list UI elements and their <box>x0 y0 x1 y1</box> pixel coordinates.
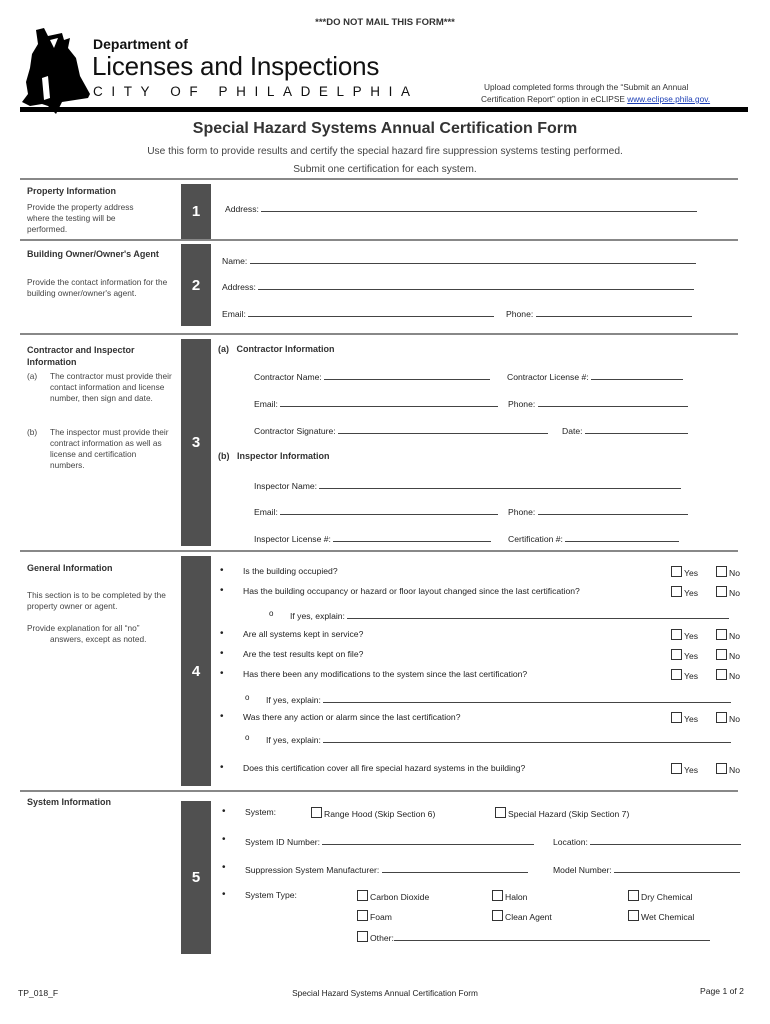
q5-text: Has there been any modifications to the system since the last certification? <box>243 669 528 679</box>
carbon-dioxide-checkbox[interactable] <box>357 890 368 901</box>
carbon-dioxide-label: Carbon Dioxide <box>370 892 430 902</box>
s3-b-marker: (b) <box>27 427 38 437</box>
q2-no-checkbox[interactable] <box>716 586 727 597</box>
no-label: No <box>729 568 740 578</box>
if-yes-label: If yes, explain: <box>266 695 321 705</box>
s1-address-input[interactable] <box>261 202 697 212</box>
divider <box>20 333 738 335</box>
if-yes-label: If yes, explain: <box>266 735 321 745</box>
contractor-name-label: Contractor Name: <box>254 372 322 382</box>
dry-chemical-checkbox[interactable] <box>628 890 639 901</box>
contractor-license-input[interactable] <box>591 370 683 380</box>
location-label: Location: <box>553 837 588 847</box>
range-hood-label: Range Hood (Skip Section 6) <box>324 809 436 819</box>
logo-line2: Licenses and Inspections <box>92 51 380 81</box>
halon-label: Halon <box>505 892 528 902</box>
s3-a-heading-marker: (a) <box>218 344 229 354</box>
upload-note-line2 <box>481 94 710 104</box>
q2-text: Has the building occupancy or hazard or floor layout changed since the last certification? <box>243 586 580 596</box>
q6-text: Was there any action or alarm since the last certification? <box>243 712 461 722</box>
name-label: Name: <box>222 256 248 266</box>
inspector-name-input[interactable] <box>319 479 681 489</box>
phone-label: Phone: <box>508 399 536 409</box>
address-label: Address: <box>225 204 259 214</box>
special-hazard-checkbox[interactable] <box>495 807 506 818</box>
bullet: • <box>220 648 224 659</box>
manufacturer-label: Suppression System Manufacturer: <box>245 865 380 875</box>
inspector-phone-input[interactable] <box>538 505 688 515</box>
q1-no-checkbox[interactable] <box>716 566 727 577</box>
bullet: • <box>220 565 224 576</box>
q4-yes-checkbox[interactable] <box>671 649 682 660</box>
bullet: • <box>220 711 224 722</box>
section3-title: Contractor and Inspector Information <box>27 345 135 367</box>
system-id-label: System ID Number: <box>245 837 320 847</box>
q1-text: Is the building occupied? <box>243 566 338 576</box>
form-code: TP_018_F <box>18 988 59 998</box>
sub-bullet: o <box>245 693 250 702</box>
certification-input[interactable] <box>565 532 679 542</box>
model-input[interactable] <box>614 863 740 873</box>
yes-label: Yes <box>684 651 699 661</box>
q7-yes-checkbox[interactable] <box>671 763 682 774</box>
q3-text: Are all systems kept in service? <box>243 629 364 639</box>
section5-number: 5 <box>181 801 211 954</box>
q3-no-checkbox[interactable] <box>716 629 727 640</box>
yes-label: Yes <box>684 714 699 724</box>
upload-note-text: Certification Report” option in eCLIPSE <box>481 94 628 104</box>
liberty-bell-logo <box>22 28 90 114</box>
foam-checkbox[interactable] <box>357 910 368 921</box>
section1-desc: Provide the property address where the testing will be performed. <box>27 202 134 234</box>
q2-yes-checkbox[interactable] <box>671 586 682 597</box>
s3-a-marker: (a) <box>27 371 38 381</box>
section4-desc2-line2: answers, except as noted. <box>50 634 147 644</box>
yes-label: Yes <box>684 568 699 578</box>
subtitle-1: Use this form to provide results and certify the special hazard fire suppression systems testing performed. <box>147 146 623 157</box>
section4-number: 4 <box>181 556 211 786</box>
manufacturer-input[interactable] <box>382 863 528 873</box>
inspector-license-input[interactable] <box>333 532 491 542</box>
q1-yes-checkbox[interactable] <box>671 566 682 577</box>
contractor-email-input[interactable] <box>280 397 498 407</box>
contractor-date-input[interactable] <box>585 424 688 434</box>
email-label: Email: <box>222 309 246 319</box>
wet-chemical-label: Wet Chemical <box>641 912 695 922</box>
owner-address-input[interactable] <box>258 280 694 290</box>
section1-title: Property Information <box>27 186 117 196</box>
q6-yes-checkbox[interactable] <box>671 712 682 723</box>
if-yes-label: If yes, explain: <box>290 611 345 621</box>
s1-address-field <box>225 202 697 214</box>
yes-label: Yes <box>684 631 699 641</box>
email-label: Email: <box>254 399 278 409</box>
halon-checkbox[interactable] <box>492 890 503 901</box>
s3-a-desc: The contractor must provide their contact information and license number, then sign and date. <box>50 371 172 403</box>
inspector-license-label: Inspector License #: <box>254 534 331 544</box>
section4-desc2-line1: Provide explanation for all “no” <box>27 623 140 633</box>
subtitle-2: Submit one certification for each system. <box>293 164 477 175</box>
owner-phone-input[interactable] <box>536 307 692 317</box>
upload-note-line1: Upload completed forms through the “Submit an Annual <box>484 82 689 92</box>
owner-name-input[interactable] <box>250 254 696 264</box>
inspector-name-label: Inspector Name: <box>254 481 318 491</box>
contractor-signature-input[interactable] <box>338 424 548 434</box>
q5-no-checkbox[interactable] <box>716 669 727 680</box>
system-label: System: <box>245 807 277 817</box>
logo-line1: Department of <box>93 36 188 52</box>
bullet: • <box>222 806 226 817</box>
section3-number: 3 <box>181 339 211 546</box>
eclipse-link[interactable]: www.eclipse.phila.gov. <box>627 94 711 104</box>
q4-text: Are the test results kept on file? <box>243 649 364 659</box>
contractor-name-input[interactable] <box>324 370 490 380</box>
wet-chemical-checkbox[interactable] <box>628 910 639 921</box>
no-label: No <box>729 714 740 724</box>
inspector-heading: Inspector Information <box>237 451 330 461</box>
section4-desc1: This section is to be completed by the property owner or agent. <box>27 590 166 611</box>
system-id-input[interactable] <box>322 835 534 845</box>
signature-label: Contractor Signature: <box>254 426 336 436</box>
no-label: No <box>729 651 740 661</box>
section2-title: Building Owner/Owner's Agent <box>27 249 159 259</box>
phone-label: Phone: <box>508 507 536 517</box>
location-input[interactable] <box>590 835 741 845</box>
divider <box>20 550 738 552</box>
sub-bullet: o <box>245 733 250 742</box>
q3-yes-checkbox[interactable] <box>671 629 682 640</box>
s3-b-heading-marker: (b) <box>218 451 230 461</box>
other-label: Other: <box>370 933 394 943</box>
model-label: Model Number: <box>553 865 612 875</box>
header-rule <box>20 107 748 112</box>
no-label: No <box>729 765 740 775</box>
q6-explain-input[interactable] <box>323 733 731 743</box>
logo-line3: CITY OF PHILADELPHIA <box>93 84 419 99</box>
divider <box>20 178 738 180</box>
range-hood-checkbox[interactable] <box>311 807 322 818</box>
divider <box>20 239 738 241</box>
divider <box>20 790 738 792</box>
q5-yes-checkbox[interactable] <box>671 669 682 680</box>
no-label: No <box>729 588 740 598</box>
section2-desc: Provide the contact information for the building owner/owner's agent. <box>27 277 168 298</box>
do-not-mail-notice: ***DO NOT MAIL THIS FORM*** <box>315 17 455 28</box>
section1-number: 1 <box>181 184 211 239</box>
contractor-license-label: Contractor License #: <box>507 372 589 382</box>
foam-label: Foam <box>370 912 392 922</box>
page-number: Page 1 of 2 <box>700 986 744 996</box>
phone-label: Phone: <box>506 309 534 319</box>
yes-label: Yes <box>684 588 699 598</box>
footer-title: Special Hazard Systems Annual Certification Form <box>292 988 478 998</box>
date-label: Date: <box>562 426 583 436</box>
other-checkbox[interactable] <box>357 931 368 942</box>
email-label: Email: <box>254 507 278 517</box>
section4-title: General Information <box>27 563 113 573</box>
bullet: • <box>220 762 224 773</box>
clean-agent-label: Clean Agent <box>505 912 552 922</box>
section5-title: System Information <box>27 797 112 807</box>
q1-no <box>716 566 740 578</box>
certification-label: Certification #: <box>508 534 563 544</box>
contractor-heading: Contractor Information <box>236 344 335 354</box>
s3-b-desc: The inspector must provide their contract information as well as license and certification numbers. <box>50 427 169 470</box>
dry-chemical-label: Dry Chemical <box>641 892 693 902</box>
owner-email-input[interactable] <box>248 307 494 317</box>
q7-text: Does this certification cover all fire special hazard systems in the building? <box>243 763 526 773</box>
special-hazard-label: Special Hazard (Skip Section 7) <box>508 809 630 819</box>
yes-label: Yes <box>684 671 699 681</box>
q5-explain-input[interactable] <box>323 693 731 703</box>
bullet: • <box>220 585 224 596</box>
clean-agent-checkbox[interactable] <box>492 910 503 921</box>
page-title: Special Hazard Systems Annual Certification Form <box>192 120 578 137</box>
address-label: Address: <box>222 282 256 292</box>
q2-explain-input[interactable] <box>347 609 729 619</box>
no-label: No <box>729 631 740 641</box>
section2-number: 2 <box>181 244 211 326</box>
system-type-label: System Type: <box>245 890 297 900</box>
no-label: No <box>729 671 740 681</box>
q6-no-checkbox[interactable] <box>716 712 727 723</box>
bullet: • <box>222 862 226 873</box>
bullet: • <box>222 889 226 900</box>
other-input[interactable] <box>394 931 710 941</box>
bullet: • <box>222 834 226 845</box>
bullet: • <box>220 628 224 639</box>
bullet: • <box>220 668 224 679</box>
q4-no-checkbox[interactable] <box>716 649 727 660</box>
sub-bullet: o <box>269 609 274 618</box>
contractor-phone-input[interactable] <box>538 397 688 407</box>
q7-no-checkbox[interactable] <box>716 763 727 774</box>
q1-yes <box>671 566 698 578</box>
inspector-email-input[interactable] <box>280 505 498 515</box>
yes-label: Yes <box>684 765 699 775</box>
